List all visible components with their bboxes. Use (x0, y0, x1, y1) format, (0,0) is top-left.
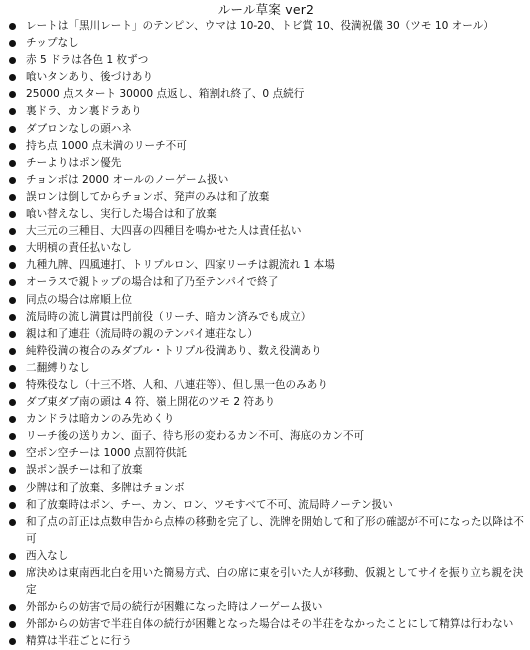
bullet-icon (9, 177, 16, 184)
rule-item (8, 103, 524, 120)
rule-text: オーラスで親トップの場合は和了乃至テンパイで終了 (26, 276, 279, 289)
bullet-icon (9, 399, 16, 406)
bullet-icon (9, 194, 16, 201)
rule-item (8, 155, 524, 172)
bullet-icon (9, 23, 16, 30)
rule-text: 精算は半荘ごとに行う (26, 635, 132, 648)
bullet-icon (9, 416, 16, 423)
bullet-icon (9, 638, 16, 645)
rule-text: リーチ後の送りカン、面子、待ち形の変わるカン不可、海底のカン不可 (26, 430, 365, 443)
rule-item (8, 223, 524, 240)
bullet-icon (9, 553, 16, 560)
rule-item (8, 411, 524, 428)
bullet-icon (9, 365, 16, 372)
rule-item (8, 189, 524, 206)
rule-item (8, 428, 524, 445)
bullet-icon (9, 348, 16, 355)
rule-text: 同点の場合は席順上位 (26, 293, 132, 306)
rule-text: 誤ロンは倒してからチョンボ、発声のみは和了放棄 (26, 190, 270, 203)
rule-item (8, 86, 524, 103)
rule-text: 少牌は和了放棄、多牌はチョンボ (26, 481, 185, 494)
bullet-icon (9, 604, 16, 611)
rule-text: チーよりはポン優先 (26, 156, 122, 169)
rule-text: 特殊役なし（十三不塔、人和、八連荘等）、但し黒一色のみあり (26, 378, 328, 391)
rule-text: カンドラは暗カンのみ先めくり (26, 413, 175, 426)
rule-item (8, 206, 524, 223)
rule-item (8, 257, 524, 274)
rule-text: 外部からの妨害で局の続行が困難になった時はノーゲーム扱い (26, 601, 323, 614)
rule-item (8, 18, 524, 35)
bullet-icon (9, 570, 16, 577)
rule-text: 九種九牌、四風連打、トリプルロン、四家リーチは親流れ 1 本場 (26, 259, 335, 272)
bullet-icon (9, 262, 16, 269)
rule-text: 二翻縛りなし (26, 361, 90, 374)
bullet-icon (9, 245, 16, 252)
rule-text: 喰い替えなし、実行した場合は和了放棄 (26, 208, 217, 221)
rule-text: 持ち点 1000 点未満のリーチ不可 (26, 139, 187, 152)
bullet-icon (9, 228, 16, 235)
bullet-icon (9, 126, 16, 133)
rule-text: 親は和了連荘（流局時の親のテンパイ連荘なし） (26, 327, 258, 340)
rule-text: 西入なし (26, 549, 69, 562)
bullet-icon (9, 279, 16, 286)
rule-item (8, 394, 524, 411)
rule-text: 裏ドラ、カン裏ドラあり (26, 105, 142, 118)
rule-text: 誤ポン誤チーは和了放棄 (26, 464, 143, 477)
bullet-icon (9, 519, 16, 526)
rule-item (8, 121, 524, 138)
bullet-icon (9, 211, 16, 218)
bullet-icon (9, 485, 16, 492)
rule-text: 純粋役満の複合のみダブル・トリプル役満あり、数え役満あり (26, 344, 322, 357)
rule-text: 喰いタンあり、後づけあり (26, 71, 154, 84)
rule-item (8, 633, 524, 650)
rule-item (8, 565, 524, 599)
rule-item (8, 292, 524, 309)
bullet-icon (9, 91, 16, 98)
rule-item (8, 445, 524, 462)
rule-item (8, 462, 524, 479)
rule-text: 空ポン空チーは 1000 点罰符供託 (26, 447, 187, 460)
rule-text: チップなし (26, 37, 79, 50)
rule-item (8, 52, 524, 69)
bullet-icon (9, 160, 16, 167)
bullet-icon (9, 450, 16, 457)
rule-item (8, 599, 524, 616)
rule-text: ダブ東ダブ南の頭は 4 符、嶺上開花のツモ 2 符あり (26, 396, 276, 409)
bullet-icon (9, 621, 16, 628)
rule-item (8, 480, 524, 497)
rule-item (8, 240, 524, 257)
bullet-icon (9, 297, 16, 304)
bullet-icon (9, 467, 16, 474)
rule-text: 席決めは東南西北白を用いた簡易方式、白の席に東を引いた人が移動、仮親としてサイを振り立ち親を決定 (26, 567, 524, 597)
rule-text: 外部からの妨害で半荘自体の続行が困難となった場合はその半荘をなかったことにして精算は行わない (26, 618, 514, 631)
rule-text: チョンボは 2000 オールのノーゲーム扱い (26, 173, 229, 186)
rule-text: 和了放棄時はポン、チー、カン、ロン、ツモすべて不可、流局時ノーテン扱い (26, 498, 393, 511)
rule-text: 25000 点スタート 30000 点返し、箱割れ終了、0 点続行 (26, 88, 305, 101)
rule-item (8, 343, 524, 360)
rule-item (8, 138, 524, 155)
bullet-icon (9, 382, 16, 389)
bullet-icon (9, 143, 16, 150)
rule-item (8, 69, 524, 86)
rule-item (8, 616, 524, 633)
rule-text: 大明槓の責任払いなし (26, 242, 132, 255)
bullet-icon (9, 502, 16, 509)
rules-list (8, 18, 524, 650)
rule-text: ダブロンなしの頭ハネ (26, 122, 132, 135)
rule-item (8, 326, 524, 343)
bullet-icon (9, 108, 16, 115)
rule-item (8, 548, 524, 565)
document-title: ルール草案 ver2 (217, 2, 315, 17)
rule-item (8, 377, 524, 394)
rule-item (8, 274, 524, 291)
rule-text: 流局時の流し満貫は門前役（リーチ、暗カン済みでも成立） (26, 310, 312, 323)
bullet-icon (9, 74, 16, 81)
rule-item (8, 35, 524, 52)
rule-text: 大三元の三種目、大四喜の四種目を鳴かせた人は責任払い (26, 225, 302, 238)
rule-item (8, 309, 524, 326)
bullet-icon (9, 314, 16, 321)
bullet-icon (9, 433, 16, 440)
rule-item (8, 514, 524, 548)
rule-item (8, 497, 524, 514)
bullet-icon (9, 331, 16, 338)
rule-item (8, 172, 524, 189)
rule-text: 赤 5 ドラは各色 1 枚ずつ (26, 54, 149, 67)
rule-text: 和了点の訂正は点数申告から点棒の移動を完了し、洗牌を開始して和了形の確認が不可になった以降は不可 (26, 515, 524, 545)
rule-item (8, 360, 524, 377)
bullet-icon (9, 57, 16, 64)
rule-text: レートは「黒川レート」のテンピン、ウマは 10-20、トビ賞 10、役満祝儀 30（ツモ 10 オール） (26, 20, 494, 32)
bullet-icon (9, 40, 16, 47)
